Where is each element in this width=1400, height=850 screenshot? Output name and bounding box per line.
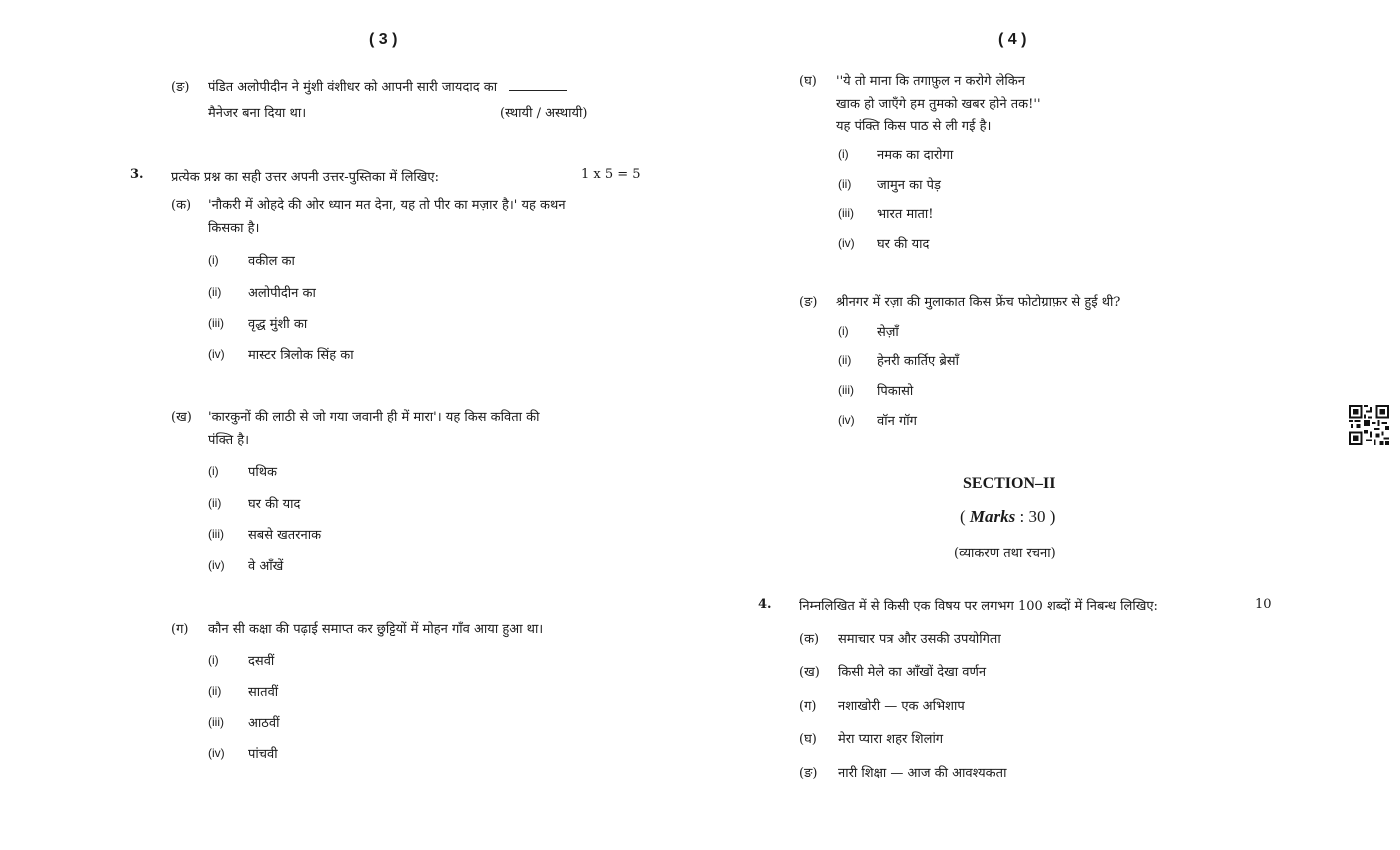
question-3e-line1: श्रीनगर में रज़ा की मुलाकात किस फ्रेंच फोटोग्राफ़र से हुई थी?: [836, 295, 1121, 310]
option-num: (iv): [208, 746, 225, 760]
question-3-instruction: प्रत्येक प्रश्न का सही उत्तर अपनी उत्तर-पुस्तिका में लिखिए:: [171, 170, 439, 185]
question-3b-line2: पंक्ति है।: [208, 433, 250, 448]
option-num: (iv): [208, 558, 225, 572]
question-3d-label: (घ): [799, 74, 817, 89]
question-3e-label: (ङ): [799, 295, 818, 310]
option-text: सेज़ाँ: [877, 325, 899, 340]
question-4-marks: 10: [1255, 597, 1272, 612]
option-num: (iv): [838, 413, 855, 427]
question-3a-line1: 'नौकरी में ओहदे की ओर ध्यान मत देना, यह तो पीर का मज़ार है।' यह कथन: [208, 198, 566, 213]
page-number-right: ( 4 ): [998, 31, 1027, 48]
option-text: सातवीं: [248, 685, 279, 700]
option-text: पिकासो: [877, 384, 914, 399]
option-text: वे आँखें: [248, 559, 284, 574]
topic-text: मेरा प्यारा शहर शिलांग: [838, 732, 944, 747]
topic-label: (क): [799, 632, 820, 647]
option-num: (i): [208, 464, 219, 478]
question-2e-choice: (स्थायी / अस्थायी): [500, 106, 588, 121]
question-3d-line2: खाक हो जाएँगे हम तुमको खबर होने तक!'': [836, 97, 1041, 112]
topic-text: नारी शिक्षा — आज की आवश्यकता: [838, 766, 1007, 781]
option-text: भारत माता!: [877, 207, 934, 222]
option-num: (i): [208, 653, 219, 667]
option-num: (iii): [838, 206, 854, 220]
option-num: (ii): [208, 496, 222, 510]
question-3a-label: (क): [171, 198, 192, 213]
question-3b-label: (ख): [171, 410, 192, 425]
option-text: वृद्ध मुंशी का: [248, 317, 308, 332]
topic-label: (ख): [799, 665, 820, 680]
option-text: घर की याद: [877, 237, 930, 252]
option-text: दसवीं: [248, 654, 275, 669]
question-3c-label: (ग): [171, 622, 189, 637]
question-3-marks: 1 x 5 = 5: [581, 167, 641, 182]
option-text: जामुन का पेड़: [877, 178, 941, 193]
option-text: पांचवी: [248, 747, 278, 762]
section-title: SECTION–II: [963, 475, 1056, 492]
answer-blank: [509, 80, 567, 91]
question-2e-line1: पंडित अलोपीदीन ने मुंशी वंशीधर को आपनी सारी जायदाद का: [208, 77, 567, 95]
question-2e-label: (ङ): [171, 80, 190, 95]
question-4-number: 4.: [758, 597, 772, 612]
option-num: (i): [838, 147, 849, 161]
option-text: मास्टर त्रिलोक सिंह का: [248, 348, 354, 363]
option-text: आठवीं: [248, 716, 280, 731]
topic-text: किसी मेले का आँखों देखा वर्णन: [838, 665, 987, 680]
option-num: (ii): [838, 177, 852, 191]
question-3a-line2: किसका है।: [208, 221, 260, 236]
question-3b-line1: 'कारकुनों की लाठी से जो गया जवानी ही में मारा'। यह किस कविता की: [208, 410, 540, 425]
section-subtitle: (व्याकरण तथा रचना): [954, 546, 1056, 561]
option-text: हेनरी कार्तिए ब्रेसाँ: [877, 354, 959, 369]
topic-text: नशाखोरी — एक अभिशाप: [838, 699, 965, 714]
option-text: वकील का: [248, 254, 295, 269]
option-text: पथिक: [248, 465, 278, 480]
option-text: नमक का दारोगा: [877, 148, 954, 163]
question-3c-line1: कौन सी कक्षा की पढ़ाई समाप्त कर छुट्टियों में मोहन गाँव आया हुआ था।: [208, 622, 544, 637]
topic-label: (ग): [799, 699, 817, 714]
question-3d-line3: यह पंक्ति किस पाठ से ली गई है।: [836, 119, 992, 134]
section-marks: ( Marks : 30 ): [960, 507, 1056, 526]
topic-text: समाचार पत्र और उसकी उपयोगिता: [838, 632, 1001, 647]
question-3d-line1: ''ये तो माना कि तगाफ़ुल न करोगे लेकिन: [836, 74, 1025, 89]
option-num: (ii): [208, 684, 222, 698]
option-num: (iii): [838, 383, 854, 397]
question-2e-line2: मैनेजर बना दिया था।: [208, 106, 307, 121]
option-num: (iv): [208, 347, 225, 361]
option-text: अलोपीदीन का: [248, 286, 316, 301]
option-num: (i): [838, 324, 849, 338]
option-num: (iii): [208, 715, 224, 729]
option-num: (i): [208, 253, 219, 267]
topic-label: (ङ): [799, 766, 818, 781]
question-4-instruction: निम्नलिखित में से किसी एक विषय पर लगभग 100 शब्दों में निबन्ध लिखिए:: [799, 599, 1158, 614]
qr-code-icon: [1349, 405, 1389, 445]
page-number-left: ( 3 ): [369, 31, 398, 48]
question-3-number: 3.: [130, 167, 144, 182]
option-num: (ii): [208, 285, 222, 299]
topic-label: (घ): [799, 732, 817, 747]
option-text: घर की याद: [248, 497, 301, 512]
option-text: वॉन गॉग: [877, 414, 917, 429]
option-text: सबसे खतरनाक: [248, 528, 322, 543]
option-num: (iii): [208, 527, 224, 541]
option-num: (ii): [838, 353, 852, 367]
option-num: (iii): [208, 316, 224, 330]
option-num: (iv): [838, 236, 855, 250]
